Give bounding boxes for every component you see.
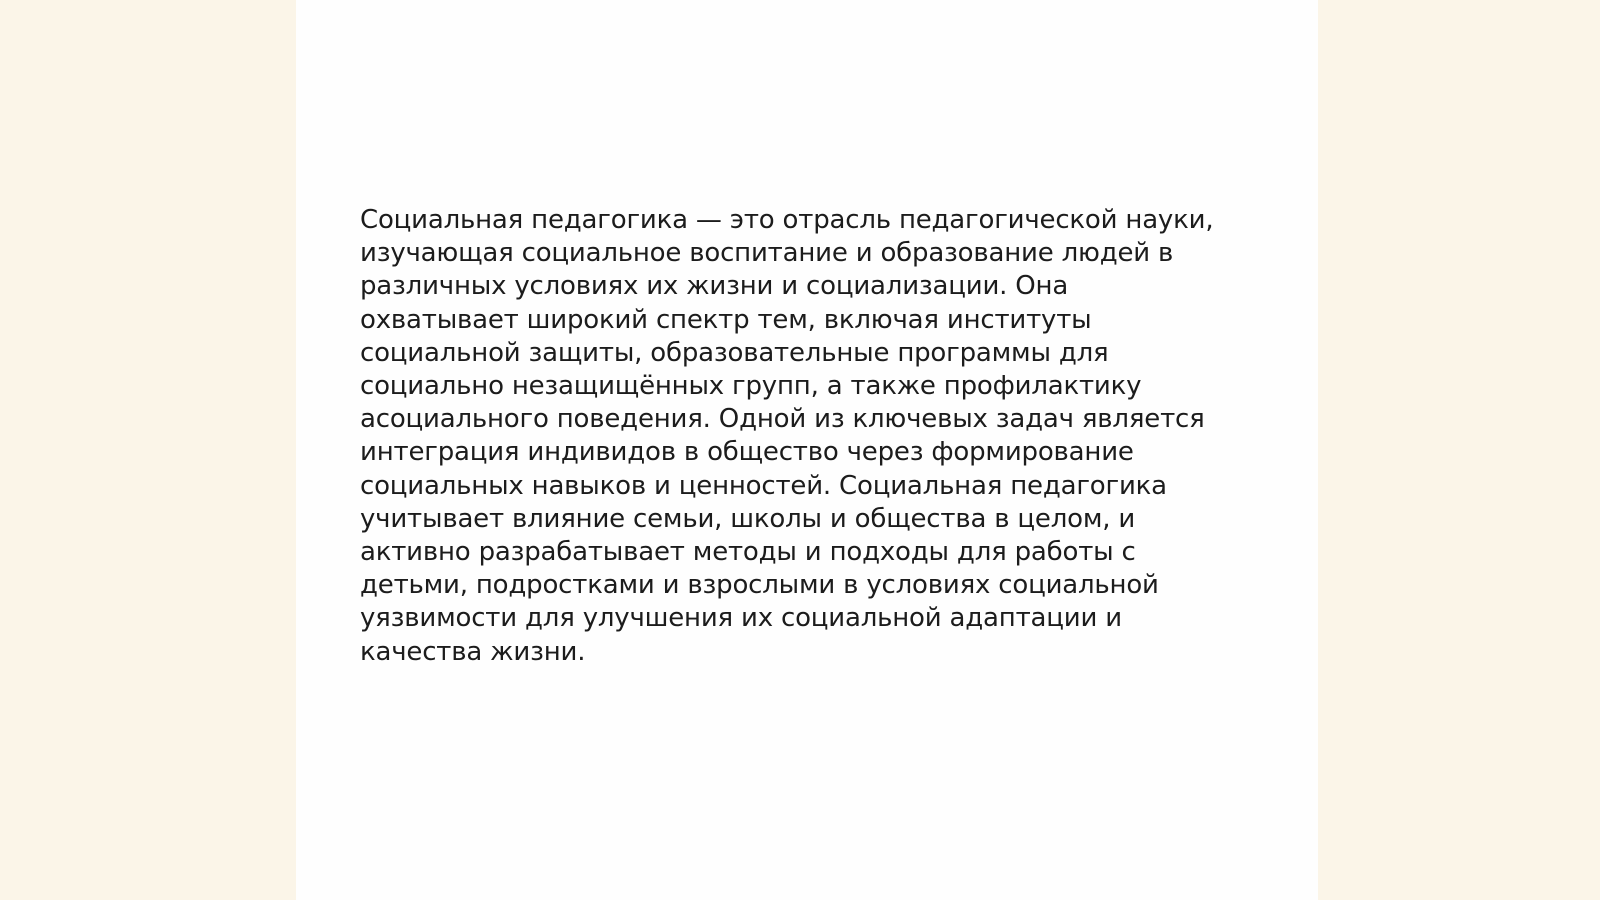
paragraph-line: активно разрабатывает методы и подходы для работы с (360, 537, 1136, 568)
paragraph-line: учитывает влияние семьи, школы и общества в целом, и (360, 503, 1136, 534)
body-paragraph (360, 204, 1240, 669)
document-page (296, 0, 1318, 900)
paragraph-line: Социальная педагогика — это отрасль педагогической науки, (360, 205, 1214, 235)
paragraph-line: различных условиях их жизни и социализации. Она (360, 271, 1069, 302)
paragraph-line: охватывает широкий спектр тем, включая институты (360, 304, 1092, 335)
paragraph-line: качества жизни. (360, 636, 586, 667)
paragraph-line: детьми, подростками и взрослыми в условиях социальной (360, 570, 1159, 601)
paragraph-line: социальных навыков и ценностей. Социальная педагогика (360, 470, 1167, 501)
paragraph-line: уязвимости для улучшения их социальной адаптации и (360, 603, 1122, 634)
paragraph-line: социально незащищённых групп, а также профилактику (360, 371, 1142, 402)
paragraph-line: асоциального поведения. Одной из ключевых задач является (360, 404, 1205, 435)
paragraph-line: социальной защиты, образовательные программы для (360, 337, 1109, 368)
paragraph-line: интеграция индивидов в общество через формирование (360, 437, 1134, 468)
paragraph-line: изучающая социальное воспитание и образование людей в (360, 238, 1174, 269)
